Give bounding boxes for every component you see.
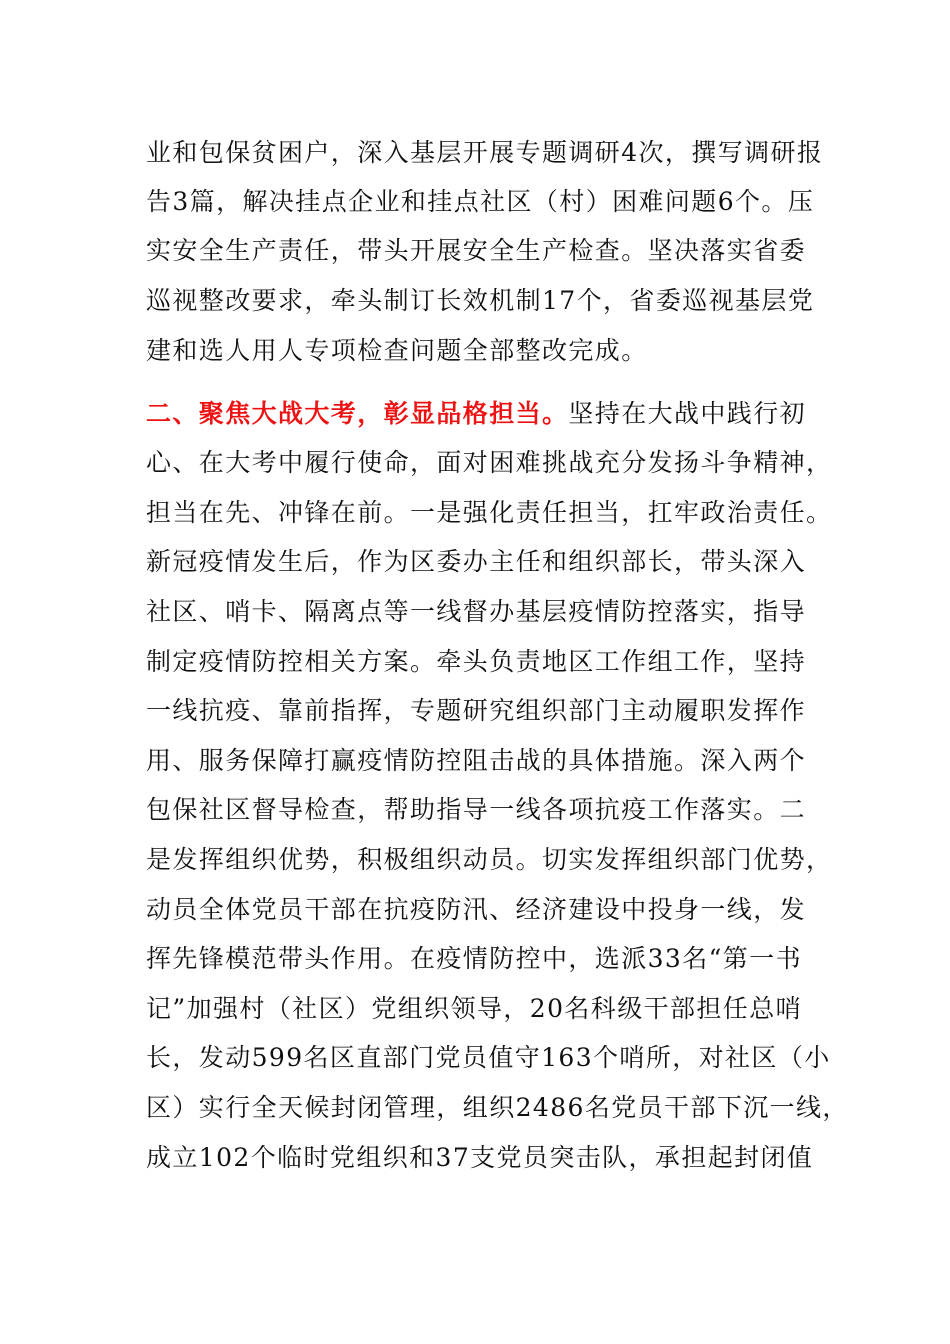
paragraph-2-line-4: 新冠疫情发生后，作为区委办主任和组织部长，带头深入	[146, 547, 807, 576]
paragraph-2-line-9: 包保社区督导检查，帮助指导一线各项抗疫工作落实。二	[146, 795, 807, 824]
paragraph-2-line-5: 社区、哨卡、隔离点等一线督办基层疫情防控落实，指导	[146, 597, 807, 626]
paragraph-2-line-11: 动员全体党员干部在抗疫防汛、经济建设中投身一线，发	[146, 895, 807, 924]
paragraph-2-line-10: 是发挥组织优势，积极组织动员。切实发挥组织部门优势，	[146, 845, 833, 874]
paragraph-2-line-14: 长，发动599名区直部门党员值守163个哨所，对社区（小	[146, 1043, 831, 1072]
paragraph-1-line-3: 实安全生产责任，带头开展安全生产检查。坚决落实省委	[146, 236, 807, 265]
paragraph-2-line-15: 区）实行全天候封闭管理，组织2486名党员干部下沉一线，	[146, 1093, 849, 1122]
paragraph-2-line-2: 心、在大考中履行使命，面对困难挑战充分发扬斗争精神，	[146, 448, 833, 477]
paragraph-2-line-12: 挥先锋模范带头作用。在疫情防控中，选派33名“第一书	[146, 944, 802, 973]
paragraph-2-line-13: 记”加强村（社区）党组织领导，20名科级干部担任总哨	[146, 994, 802, 1023]
paragraph-2-first-line	[146, 397, 816, 431]
paragraph-2-line-3: 担当在先、冲锋在前。一是强化责任担当，扛牢政治责任。	[146, 498, 833, 527]
paragraph-2-first-line-rest: 坚持在大战中践行初	[568, 399, 807, 428]
paragraph-2-line-16: 成立102个临时党组织和37支党员突击队，承担起封闭值	[146, 1143, 814, 1172]
paragraph-1-line-2: 告3篇，解决挂点企业和挂点社区（村）困难问题6个。压	[146, 187, 815, 216]
paragraph-1-line-4: 巡视整改要求，牵头制订长效机制17个，省委巡视基层党	[146, 286, 815, 315]
paragraph-1-line-5: 建和选人用人专项检查问题全部整改完成。	[146, 336, 648, 365]
paragraph-2-line-6: 制定疫情防控相关方案。牵头负责地区工作组工作，坚持	[146, 647, 807, 676]
paragraph-2-line-7: 一线抗疫、靠前指挥，专题研究组织部门主动履职发挥作	[146, 696, 807, 725]
paragraph-2-line-8: 用、服务保障打赢疫情防控阻击战的具体措施。深入两个	[146, 746, 807, 775]
section-heading: 二、聚焦大战大考，彰显品格担当。	[146, 399, 569, 428]
paragraph-1-line-1: 业和包保贫困户，深入基层开展专题调研4次，撰写调研报	[146, 138, 824, 167]
